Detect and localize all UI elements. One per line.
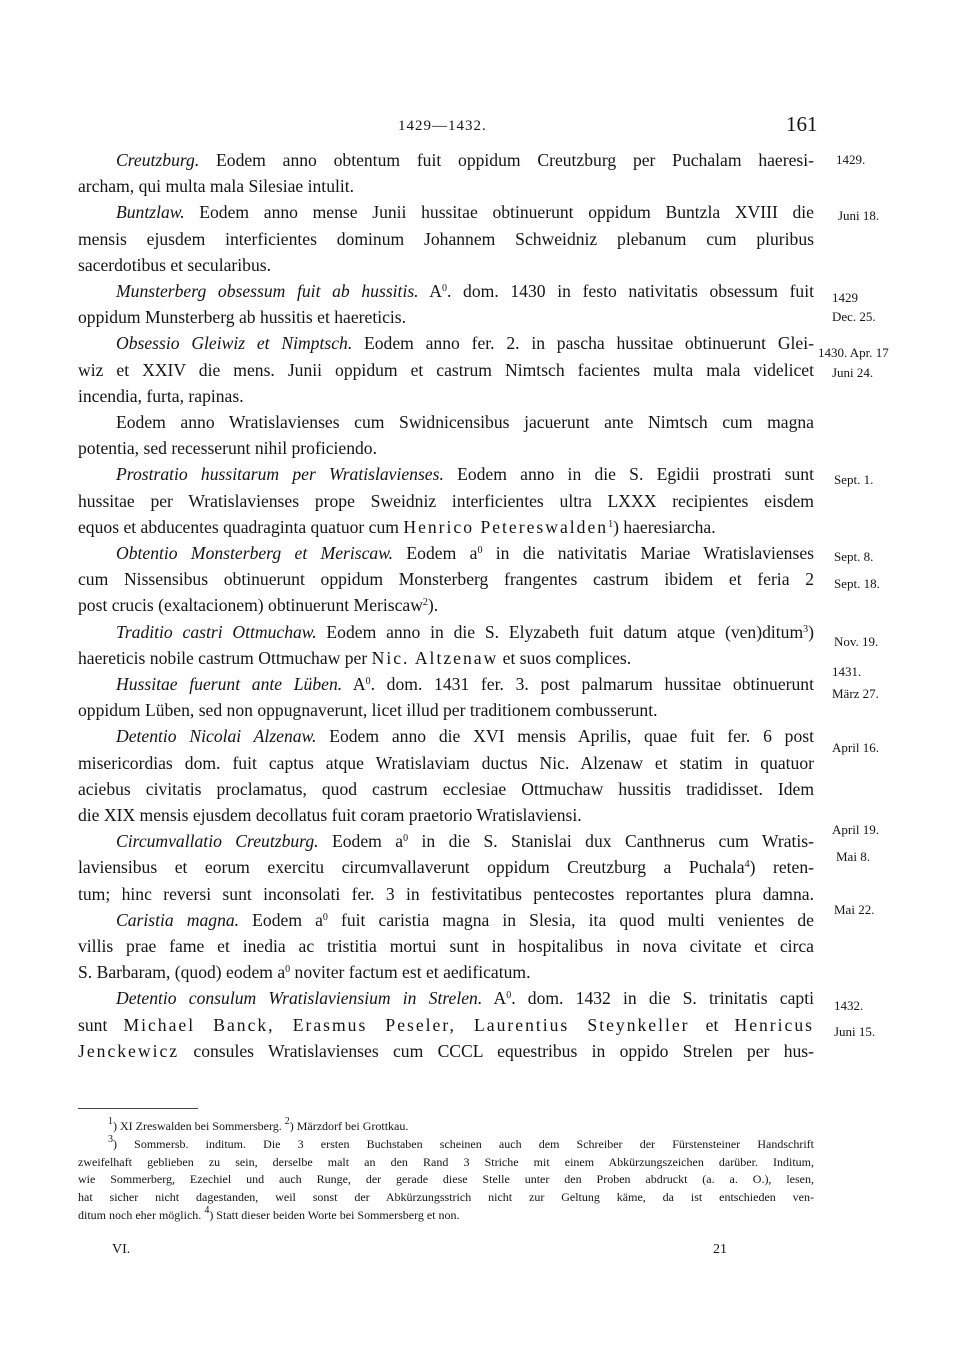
text-run: Henrico Petereswalden [403,516,609,537]
text-run: incendia, furta, rapinas. [78,385,244,406]
margin-date: 1432. [834,998,864,1013]
running-header [0,112,960,142]
text-run: ) reten- [749,857,814,878]
text-line [78,435,814,461]
entry-heading: Creutzburg. [116,150,200,170]
margin-date: April 16. [832,740,879,755]
text-run: post crucis (exaltacionem) obtinuerunt Meriscaw [78,595,423,616]
text-run: ) [808,621,814,642]
text-run: Eodem a [318,831,404,852]
margin-date: Sept. 18. [834,576,880,591]
footnote-marker: 0 [477,545,483,556]
text-run: ). [427,595,439,616]
footnote-line [78,1154,814,1171]
text-run: laviensibus et eorum exercitu circumvallaverunt oppidum Creutzburg a Puchala [78,857,745,878]
text-run: die XIX mensis ejusdem decollatus fuit coram praetorio Wratislaviensi. [78,805,582,825]
footnote-marker: 0 [441,283,447,294]
text-line [78,1012,814,1038]
text-line [78,252,814,278]
text-line [78,985,814,1011]
text-run: archam, qui multa mala Silesiae intulit. [78,176,355,197]
text-run: villis prae fame et inedia ac tristitia mortui sunt in hospitalibus in nova civitate et circa [78,936,814,956]
footnote-marker: 3 [803,623,809,635]
text-line [78,854,814,880]
text-run: . dom. 1430 in festo nativitatis obsessum fuit [446,281,814,301]
text-run: mensis ejusdem interficientes dominum Johannem Schweidniz plebanum cum pluribus [78,228,814,249]
text-run: et [689,1014,735,1035]
margin-date: 1429 [832,290,858,305]
footnote-line [78,1189,814,1206]
text-line [78,488,814,514]
entry-heading: Obsessio Gleiwiz et Nimptsch. [116,333,353,354]
text-line [78,619,814,645]
entry-heading: Hussitae fuerunt ante Lüben. [116,674,343,694]
margin-date: Juni 24. [832,365,874,380]
text-run: S. Barbaram, (quod) eodem a [78,962,286,983]
footnote-marker: 1 [608,518,614,530]
margin-date: 1430. Apr. 17 [818,345,889,360]
entry-heading: Circumvallatio Creutzburg. [116,831,319,852]
text-run: fuit caristia magna in Slesia, ita quod multi venientes de [327,909,814,930]
text-run: ) Märzdorf bei Grottkau. [289,1119,409,1133]
text-run: cum Nissensibus obtinuerunt oppidum Monsterberg frangentes castrum ibidem et feria 2 [78,569,814,590]
text-run: . dom. 1431 fer. 3. post palmarum hussitae obtinuerunt [370,674,814,694]
margin-date: Mai 22. [834,902,875,917]
text-line [78,330,814,356]
text-run: wiz et XXIV die mens. Junii oppidum et castrum Nimtsch facientes multa mala videlicet [78,359,814,380]
entry-heading: Traditio castri Ottmuchaw. [116,621,317,642]
text-line [78,645,814,671]
footnote-marker: 0 [322,911,328,923]
text-run: in die nativitatis Mariae Wratislavienses [482,543,814,563]
footnote-marker: 0 [285,964,291,976]
margin-date: 1429. [836,152,866,167]
text-run: sacerdotibus et secularibus. [78,254,271,275]
text-run: Michael Banck, Erasmus Peseler, Laurentius Steynkeller [123,1014,690,1035]
text-run: Eodem a [393,543,478,563]
footnote-marker: 3 [108,1133,113,1145]
text-run: oppidum Munsterberg ab hussitis et haereticis. [78,307,407,328]
footnote-marker: 0 [403,833,409,845]
entry-heading: Buntzlaw. [116,202,185,223]
text-run: zweifelhaft geblieben zu sein, derselbe malt an den Rand 3 Striche mit einem Abkürzungszeichen darüber. Inditum, [78,1154,814,1169]
margin-date: Dec. 25. [832,309,876,324]
text-run: Eodem anno in die S. Egidii prostrati sunt [443,464,814,485]
entry-heading: Munsterberg obsessum fuit ab hussitis. [116,281,419,301]
text-line [78,199,814,225]
margin-date: Sept. 1. [834,472,874,487]
text-line [78,1038,814,1064]
text-run: Nic. Altzenaw [371,647,499,668]
margin-date: April 19. [832,822,879,837]
text-line [78,750,814,776]
text-line [78,907,814,933]
margin-date: Mai 8. [836,849,870,864]
text-line [78,566,814,592]
text-line [78,461,814,487]
page-number: 161 [786,112,818,136]
text-run: ) Statt dieser beiden Worte bei Sommersberg et non. [209,1208,460,1222]
text-run: misericordias dom. fuit captus atque Wratislaviam ductus Nic. Alzenaw et statim in quatuor [78,752,814,773]
text-run: Eodem anno obtentum fuit oppidum Creutzburg per Puchalam haeresi- [199,150,814,170]
text-run: consules Wratislavienses cum CCCL equestribus in oppido Strelen per hus- [179,1040,814,1061]
text-run: tum; hinc reversi sunt inconsolati fer. 3 in festivitatibus pentecostes reportantes plura damna. [78,883,814,904]
text-line [78,671,814,697]
footnote-marker: 4 [744,859,750,871]
footnote-marker: 0 [506,990,512,1002]
footnote-line [78,1207,814,1224]
text-line [78,933,814,959]
text-run: ) Sommersb. inditum. Die 3 ersten Buchstaben scheinen auch dem Schreiber der Fürstensteiner Handschrift [113,1136,814,1151]
entry-heading: Caristia magna. [116,909,240,930]
footnote-marker: 4 [204,1205,210,1216]
text-run: et suos complices. [498,647,632,668]
margin-date: Sept. 8. [834,549,874,564]
text-line [78,514,814,540]
text-run: Eodem anno in die S. Elyzabeth fuit datum atque (ven)ditum [316,621,804,642]
text-line [78,881,814,907]
text-line [78,723,814,749]
footnote-line [78,1171,814,1188]
text-line [78,357,814,383]
text-run: aciebus civitatis proclamatus, quod castrum ecclesiae Ottmuchaw hussitis tradidisset. Idem [78,778,814,799]
text-run: ) haeresiarcha. [613,516,716,537]
text-line [78,383,814,409]
text-run: oppidum Lüben, sed non oppugnaverunt, licet illud per traditionem combusserunt. [78,700,658,721]
text-run: sunt [78,1014,124,1035]
text-line [78,173,814,199]
text-run: Eodem anno fer. 2. in pascha hussitae obtinuerunt Glei- [352,333,814,354]
text-run: hussitae per Wratislavienses prope Sweidniz interficientes ultra LXXX recipientes eisdem [78,490,814,511]
margin-date: März 27. [832,686,879,701]
text-line [78,697,814,723]
text-line [78,592,814,618]
text-run: haereticis nobile castrum Ottmuchaw per [78,647,372,668]
text-run: Eodem anno Wratislavienses cum Swidnicensibus jacuerunt ante Nimtsch cum magna [116,412,814,432]
entry-heading: Detentio Nicolai Alzenaw. [116,726,317,747]
text-line [78,278,814,304]
text-run: in die S. Stanislai dux Canthnerus cum Wratis- [408,831,814,852]
margin-date: Juni 18. [838,208,880,223]
text-run: noviter factum est et aedificatum. [290,962,531,983]
entry-heading: Detentio consulum Wratislaviensium in Strelen. [116,988,483,1009]
footnote-marker: 2 [284,1116,290,1127]
footnote-line [78,1133,814,1153]
text-run: Jenckewicz [78,1040,180,1061]
text-run: A [482,988,507,1009]
text-line [78,304,814,330]
text-run: A [342,674,366,694]
footnote-marker: 2 [422,597,428,609]
text-run: A [418,281,442,301]
text-line [78,776,814,802]
text-line [78,540,814,566]
text-run: equos et abducentes quadraginta quatuor cum [78,516,404,537]
text-line [78,802,814,828]
footnote-line [78,1118,814,1135]
text-line [78,828,814,854]
text-run: Eodem anno die XVI mensis Aprilis, quae fuit fer. 6 post [316,726,815,747]
margin-date: Nov. 19. [834,634,879,649]
text-line [78,147,814,173]
entry-heading: Obtentio Monsterberg et Meriscaw. [116,543,394,563]
footnote-marker: 0 [365,676,371,687]
text-run: wie Sommerberg, Ezechiel und auch Runge, der gerade diese Stelle unter den Proben abdruckt (a. a. O.), lesen, [78,1172,814,1187]
text-run: ditum noch eher möglich. [78,1208,205,1222]
footnote-marker: 1 [108,1116,113,1127]
footnote-rule [78,1108,198,1109]
text-run: ) XI Zreswalden bei Sommersberg. [113,1119,285,1133]
sheet-number: 21 [713,1242,727,1257]
margin-date: 1431. [832,664,862,679]
text-line [78,226,814,252]
header-year-range: 1429—1432. [398,118,487,134]
text-run: . dom. 1432 in die S. trinitatis capti [511,988,815,1009]
text-line [78,409,814,435]
signature-mark: VI. [112,1242,131,1257]
text-line [78,959,814,985]
entry-heading: Prostratio hussitarum per Wratislavienses. [116,464,444,485]
text-run: hat sicher nicht dagestanden, weil sonst der Abkürzungsstrich nicht zur Geltung käme, da ist entschieden ven- [78,1190,814,1205]
text-run: potentia, sed recesserunt nihil proficiendo. [78,438,377,459]
text-run: Henricus [734,1014,815,1035]
text-run: Eodem anno mense Junii hussitae obtinuerunt oppidum Buntzla XVIII die [184,202,814,223]
margin-date: Juni 15. [834,1024,876,1039]
text-run: Eodem a [239,909,323,930]
